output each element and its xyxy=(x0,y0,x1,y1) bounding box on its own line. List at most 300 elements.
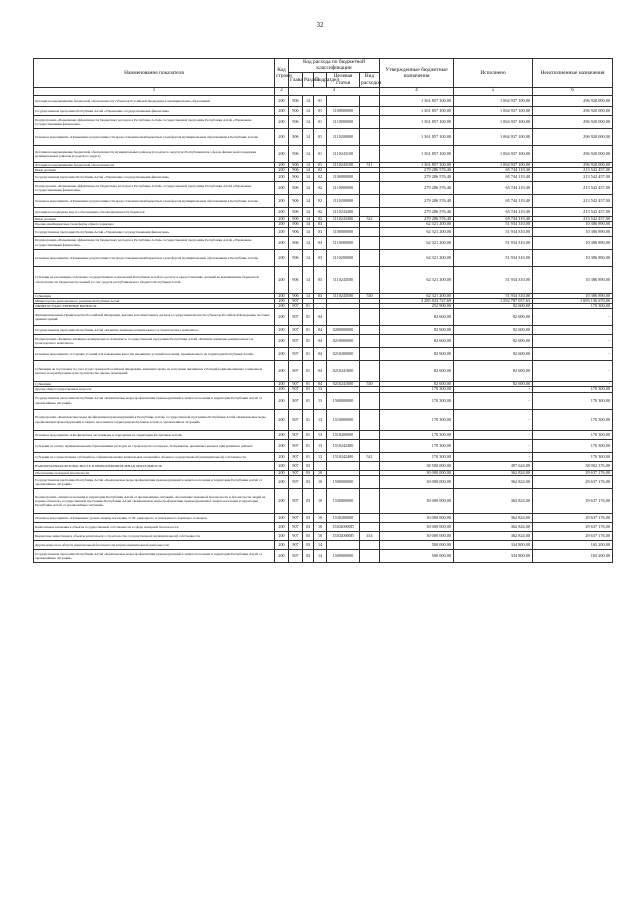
row-line-code: 200 xyxy=(275,173,289,182)
table-row xyxy=(34,236,613,249)
row-glava: 906 xyxy=(289,173,303,182)
row-name: ОБЩЕГОСУДАРСТВЕННЫЕ ВОПРОСЫ xyxy=(34,304,275,309)
row-glava: 907 xyxy=(289,549,303,562)
row-unexecuted: 29 637 176,00 xyxy=(533,522,613,531)
row-name: Государственная программа Республики Алтай «Комплексные меры профилактики правонарушений и защита населения и территории Республики Алтай от чрезвычайных ситуаций» xyxy=(34,549,275,562)
row-unexecuted: 170 300,00 xyxy=(533,430,613,439)
row-name: Подпрограмма «Повышение эффективности бюджетных расходов в Республике Алтай» государственной программы Республики Алтай «Управление государственными финансами» xyxy=(34,115,275,128)
row-unexecuted: - xyxy=(533,348,613,361)
row-glava: 907 xyxy=(289,452,303,461)
row-podrazdel: 01 xyxy=(314,128,327,145)
row-razdel: 03 xyxy=(303,513,314,522)
row-razdel: 14 xyxy=(303,217,314,222)
row-podrazdel: 01 xyxy=(314,95,327,106)
row-executed: 65 744 119,40 xyxy=(454,195,533,208)
row-executed: 334 800,00 xyxy=(454,549,533,562)
row-glava: 906 xyxy=(289,208,303,217)
row-podrazdel: 10 xyxy=(314,513,327,522)
row-razdel: 14 xyxy=(303,236,314,249)
row-approved: 82 600,00 xyxy=(380,326,454,335)
table-row xyxy=(34,309,613,326)
table-row xyxy=(34,461,613,470)
row-target-article: 1110200000 xyxy=(327,249,360,266)
row-name: Основное мероприятие «Профилактика экстремизма и терроризма на территории Республики Алтай» xyxy=(34,430,275,439)
row-razdel: 14 xyxy=(303,222,314,227)
row-line-code: 200 xyxy=(275,531,289,540)
row-unexecuted: 170 300,00 xyxy=(533,387,613,392)
row-glava: 907 xyxy=(289,439,303,452)
row-expense-type xyxy=(360,522,380,531)
row-name: Дотации на поддержку мер по обеспечению сбалансированности бюджетов xyxy=(34,208,275,217)
row-podrazdel: 13 xyxy=(314,387,327,392)
row-expense-type xyxy=(360,249,380,266)
row-line-code: 200 xyxy=(275,409,289,430)
row-podrazdel: 04 xyxy=(314,309,327,326)
table-row xyxy=(34,430,613,439)
table-row xyxy=(34,439,613,452)
row-approved: 170 300,00 xyxy=(380,387,454,392)
row-line-code: 200 xyxy=(275,168,289,173)
row-name: Иные дотации xyxy=(34,217,275,222)
header-razdel: Раздел xyxy=(303,72,314,87)
row-razdel: 03 xyxy=(303,540,314,549)
row-glava: 907 xyxy=(289,392,303,409)
row-razdel: 03 xyxy=(303,549,314,562)
row-unexecuted: 296 920 000,00 xyxy=(533,162,613,167)
row-line-code: 200 xyxy=(275,115,289,128)
row-executed: 65 744 119,40 xyxy=(454,168,533,173)
row-line-code: 200 xyxy=(275,128,289,145)
row-razdel: 14 xyxy=(303,208,314,217)
row-target-article: 0210241000 xyxy=(327,382,360,387)
row-razdel: 01 xyxy=(303,452,314,461)
header-line-code: Код строки xyxy=(275,59,289,88)
row-target-article: 0210241000 xyxy=(327,361,360,382)
row-executed: 362 824,00 xyxy=(454,531,533,540)
table-row xyxy=(34,361,613,382)
row-approved: 170 300,00 xyxy=(380,392,454,409)
row-razdel: 01 xyxy=(303,387,314,392)
row-expense-type xyxy=(360,439,380,452)
row-target-article: 1110243100 xyxy=(327,145,360,162)
row-line-code: 200 xyxy=(275,162,289,167)
row-executed: 82 600,00 xyxy=(454,348,533,361)
row-approved: 252 900,00 xyxy=(380,304,454,309)
row-name: Государственная программа Республики Алтай «Управление государственными финансами» xyxy=(34,106,275,115)
row-approved: 1 361 857 100,00 xyxy=(380,128,454,145)
row-approved: 82 600,00 xyxy=(380,382,454,387)
row-expense-type xyxy=(360,488,380,513)
row-line-code: 200 xyxy=(275,470,289,475)
row-razdel: 14 xyxy=(303,95,314,106)
row-line-code: 200 xyxy=(275,217,289,222)
row-name: Государственная программа Республики Алтай «Управление государственными финансами» xyxy=(34,173,275,182)
row-approved: 1 361 857 100,00 xyxy=(380,115,454,128)
row-target-article: 1530000000 xyxy=(327,488,360,513)
row-glava: 906 xyxy=(289,236,303,249)
row-approved: 38 500 000,00 xyxy=(380,461,454,470)
row-podrazdel: 10 xyxy=(314,531,327,540)
row-approved: 30 000 000,00 xyxy=(380,513,454,522)
row-line-code: 200 xyxy=(275,387,289,392)
row-target-article: 1110000000 xyxy=(327,236,360,249)
row-executed: 1 064 937 100,00 xyxy=(454,106,533,115)
row-razdel: 01 xyxy=(303,439,314,452)
row-line-code: 200 xyxy=(275,266,289,293)
row-unexecuted: 170 300,00 xyxy=(533,392,613,409)
row-podrazdel: 03 xyxy=(314,249,327,266)
row-name: НАЦИОНАЛЬНАЯ БЕЗОПАСНОСТЬ И ПРАВООХРАНИТЕЛЬНАЯ ДЕЯТЕЛЬНОСТЬ xyxy=(34,461,275,470)
row-unexecuted: - xyxy=(533,326,613,335)
row-glava: 907 xyxy=(289,382,303,387)
row-name: Основное мероприятие «Повышение результативности предоставления межбюджетных трансфертов муниципальным образованиям в Республике Алтай» xyxy=(34,128,275,145)
row-glava: 906 xyxy=(289,162,303,167)
row-target-article: 1500000000 xyxy=(327,392,360,409)
row-line-code: 200 xyxy=(275,522,289,531)
row-razdel: 14 xyxy=(303,145,314,162)
row-target-article: 0210200000 xyxy=(327,348,360,361)
row-approved: 1 361 857 100,00 xyxy=(380,145,454,162)
row-line-code: 200 xyxy=(275,361,289,382)
row-executed: 51 934 310,00 xyxy=(454,227,533,236)
row-target-article: 1500000000 xyxy=(327,549,360,562)
row-podrazdel: 01 xyxy=(314,106,327,115)
row-expense-type xyxy=(360,173,380,182)
row-expense-type xyxy=(360,145,380,162)
row-target-article xyxy=(327,95,360,106)
row-expense-type: 530 xyxy=(360,293,380,298)
row-unexecuted: 10 386 890,00 xyxy=(533,236,613,249)
row-unexecuted: 170 300,00 xyxy=(533,409,613,430)
row-glava: 906 xyxy=(289,128,303,145)
row-executed: - xyxy=(454,452,533,461)
table-row xyxy=(34,266,613,293)
row-name: Капитальные вложения в объекты государственной собственности в сфере пожарной безопасности xyxy=(34,522,275,531)
row-podrazdel: 10 xyxy=(314,475,327,488)
row-razdel: 01 xyxy=(303,392,314,409)
row-glava: 906 xyxy=(289,222,303,227)
row-expense-type xyxy=(360,227,380,236)
row-name: Государственная программа Республики Алтай «Комплексные меры профилактики правонарушений и защита населения и территории Республики Алтай от чрезвычайных ситуаций» xyxy=(34,392,275,409)
row-razdel: 01 xyxy=(303,309,314,326)
row-glava: 906 xyxy=(289,266,303,293)
row-line-code: 200 xyxy=(275,249,289,266)
row-expense-type xyxy=(360,195,380,208)
row-approved: 1 361 857 100,00 xyxy=(380,162,454,167)
row-unexecuted: 213 542 457,00 xyxy=(533,173,613,182)
row-expense-type xyxy=(360,513,380,522)
row-expense-type xyxy=(360,309,380,326)
row-line-code: 200 xyxy=(275,382,289,387)
row-target-article: 153020000П xyxy=(327,522,360,531)
row-name: Субвенции xyxy=(34,382,275,387)
row-razdel: 14 xyxy=(303,128,314,145)
table-row xyxy=(34,531,613,540)
row-line-code: 200 xyxy=(275,475,289,488)
row-name: Министерство регионального развития Республики Алтай xyxy=(34,298,275,303)
row-razdel: 14 xyxy=(303,173,314,182)
table-row xyxy=(34,540,613,549)
row-glava: 907 xyxy=(289,540,303,549)
row-glava: 907 xyxy=(289,348,303,361)
row-expense-type: 512 xyxy=(360,217,380,222)
row-unexecuted: 213 542 457,00 xyxy=(533,208,613,217)
row-podrazdel: 13 xyxy=(314,392,327,409)
row-approved: 30 000 000,00 xyxy=(380,522,454,531)
row-executed: 51 934 310,00 xyxy=(454,266,533,293)
header-glava: Глава xyxy=(289,72,303,87)
row-executed: 51 934 310,00 xyxy=(454,222,533,227)
table-row xyxy=(34,335,613,348)
table-row xyxy=(34,522,613,531)
table-row xyxy=(34,488,613,513)
row-executed: - xyxy=(454,387,533,392)
table-row xyxy=(34,348,613,361)
row-target-article: 1510000000 xyxy=(327,409,360,430)
row-razdel: 14 xyxy=(303,266,314,293)
row-glava: 907 xyxy=(289,488,303,513)
row-glava: 907 xyxy=(289,522,303,531)
row-expense-type xyxy=(360,540,380,549)
row-line-code: 200 xyxy=(275,298,289,303)
row-glava: 907 xyxy=(289,361,303,382)
row-expense-type xyxy=(360,326,380,335)
row-podrazdel: 01 xyxy=(314,145,327,162)
row-name: Функционирование Правительства Российской Федерации, высших исполнительных органов государственной власти субъектов Российской Федерации, местных администраций xyxy=(34,309,275,326)
row-podrazdel: 02 xyxy=(314,182,327,195)
row-glava: 907 xyxy=(289,475,303,488)
row-glava: 907 xyxy=(289,430,303,439)
row-line-code: 200 xyxy=(275,195,289,208)
row-glava: 906 xyxy=(289,227,303,236)
row-expense-type xyxy=(360,95,380,106)
row-line-code: 200 xyxy=(275,540,289,549)
row-unexecuted: 170 300,00 xyxy=(533,304,613,309)
row-name: Основное мероприятие «Повышение результативности предоставления межбюджетных трансфертов муниципальным образованиям в Республике Алтай» xyxy=(34,195,275,208)
index-cell: 2 xyxy=(275,87,289,95)
row-glava: 906 xyxy=(289,95,303,106)
row-expense-type xyxy=(360,475,380,488)
row-expense-type: 414 xyxy=(360,531,380,540)
row-name: Государственная программа Республики Алтай «Управление государственными финансами» xyxy=(34,227,275,236)
row-line-code: 200 xyxy=(275,488,289,513)
row-unexecuted: 170 300,00 xyxy=(533,439,613,452)
row-target-article: 1110243500 xyxy=(327,293,360,298)
row-unexecuted: 29 637 176,00 xyxy=(533,513,613,522)
row-unexecuted: 165 200,00 xyxy=(533,540,613,549)
row-podrazdel: 14 xyxy=(314,540,327,549)
row-target-article xyxy=(327,540,360,549)
row-expense-type xyxy=(360,409,380,430)
row-executed: - xyxy=(454,392,533,409)
row-executed: 82 600,00 xyxy=(454,382,533,387)
row-razdel: 14 xyxy=(303,182,314,195)
row-line-code: 200 xyxy=(275,106,289,115)
row-target-article: 1100000000 xyxy=(327,173,360,182)
row-name: Подпрограмма «Повышение эффективности бюджетных расходов в Республике Алтай» государственной программы Республики Алтай «Управление государственными финансами» xyxy=(34,182,275,195)
row-name: Обеспечение пожарной безопасности xyxy=(34,470,275,475)
row-podrazdel: 13 xyxy=(314,409,327,430)
row-unexecuted: 38 002 376,00 xyxy=(533,461,613,470)
row-podrazdel: 03 xyxy=(314,236,327,249)
row-approved: 3 285 923 727,69 xyxy=(380,298,454,303)
row-target-article: 1110200000 xyxy=(327,128,360,145)
row-expense-type xyxy=(360,236,380,249)
row-glava: 906 xyxy=(289,249,303,266)
row-expense-type xyxy=(360,348,380,361)
row-target-article: 1110243400 xyxy=(327,217,360,222)
row-line-code: 200 xyxy=(275,95,289,106)
row-executed: 497 624,00 xyxy=(454,461,533,470)
row-executed: 65 744 119,40 xyxy=(454,217,533,222)
table-row xyxy=(34,128,613,145)
row-line-code: 200 xyxy=(275,549,289,562)
row-unexecuted: 10 386 890,00 xyxy=(533,293,613,298)
row-approved: 279 286 576,40 xyxy=(380,217,454,222)
table-row xyxy=(34,182,613,195)
row-unexecuted: 296 920 000,00 xyxy=(533,95,613,106)
row-executed: 334 800,00 xyxy=(454,540,533,549)
row-name: Иные дотации xyxy=(34,168,275,173)
row-target-article: 1100000000 xyxy=(327,227,360,236)
row-razdel: 03 xyxy=(303,522,314,531)
row-podrazdel: 04 xyxy=(314,382,327,387)
row-approved: 279 286 576,40 xyxy=(380,168,454,173)
row-executed: 1 064 937 100,00 xyxy=(454,145,533,162)
row-razdel: 14 xyxy=(303,115,314,128)
row-unexecuted: 165 200,00 xyxy=(533,549,613,562)
row-target-article: 1510242400 xyxy=(327,452,360,461)
row-expense-type: 521 xyxy=(360,452,380,461)
row-executed: 362 824,00 xyxy=(454,513,533,522)
row-name: Подпрограмма «Повышение эффективности бюджетных расходов в Республике Алтай» государственной программы Республики Алтай «Управление государственными финансами» xyxy=(34,236,275,249)
table-row xyxy=(34,409,613,430)
row-target-article: 0210000000 xyxy=(327,335,360,348)
row-razdel: 14 xyxy=(303,162,314,167)
row-executed: 82 600,00 xyxy=(454,304,533,309)
row-name: Дотации на выравнивание бюджетной обеспеченности субъектов Российской Федерации и муниципальных образований xyxy=(34,95,275,106)
row-approved: 62 321 200,00 xyxy=(380,222,454,227)
row-expense-type xyxy=(360,266,380,293)
header-unexecuted: Неисполненные назначения xyxy=(533,59,613,88)
row-unexecuted: 1 693 136 670,06 xyxy=(533,298,613,303)
row-approved: 62 321 200,00 xyxy=(380,293,454,298)
row-name: Основное мероприятие «Повышение результативности предоставления межбюджетных трансфертов муниципальным образованиям в Республике Алтай» xyxy=(34,249,275,266)
row-podrazdel: 13 xyxy=(314,452,327,461)
row-name: Дотации на выравнивание бюджетной обеспеченности xyxy=(34,162,275,167)
row-glava: 906 xyxy=(289,168,303,173)
row-expense-type xyxy=(360,106,380,115)
row-razdel: 01 xyxy=(303,430,314,439)
header-executed: Исполнено xyxy=(454,59,533,88)
row-podrazdel: 01 xyxy=(314,115,327,128)
row-executed: 362 824,00 xyxy=(454,522,533,531)
index-cell: 5 xyxy=(454,87,533,95)
row-target-article: 1100000000 xyxy=(327,106,360,115)
row-podrazdel: 03 xyxy=(314,222,327,227)
row-unexecuted: 10 386 890,00 xyxy=(533,222,613,227)
row-glava: 906 xyxy=(289,293,303,298)
row-podrazdel: 10 xyxy=(314,470,327,475)
row-approved: 62 321 200,00 xyxy=(380,236,454,249)
row-glava: 906 xyxy=(289,106,303,115)
row-executed: 51 934 310,00 xyxy=(454,293,533,298)
header-podrazdel: Подраздел xyxy=(314,72,327,87)
row-approved: 279 286 576,40 xyxy=(380,173,454,182)
table-row xyxy=(34,95,613,106)
row-approved: 1 361 857 100,00 xyxy=(380,106,454,115)
row-podrazdel: 04 xyxy=(314,361,327,382)
row-expense-type xyxy=(360,430,380,439)
row-name: Другие общегосударственные вопросы xyxy=(34,387,275,392)
row-line-code: 200 xyxy=(275,326,289,335)
row-razdel: 03 xyxy=(303,470,314,475)
row-podrazdel xyxy=(314,461,327,470)
row-line-code: 200 xyxy=(275,513,289,522)
row-target-article xyxy=(327,461,360,470)
row-unexecuted: 296 920 000,00 xyxy=(533,115,613,128)
row-line-code: 200 xyxy=(275,182,289,195)
row-target-article: 1110000000 xyxy=(327,182,360,195)
row-glava: 906 xyxy=(289,217,303,222)
row-name: Субвенции xyxy=(34,293,275,298)
row-target-article: 1110000000 xyxy=(327,115,360,128)
row-glava: 907 xyxy=(289,531,303,540)
row-glava: 907 xyxy=(289,409,303,430)
row-expense-type xyxy=(360,461,380,470)
row-approved: 30 000 000,00 xyxy=(380,531,454,540)
row-razdel: 03 xyxy=(303,461,314,470)
row-target-article: 1110200000 xyxy=(327,195,360,208)
row-glava: 907 xyxy=(289,387,303,392)
row-unexecuted: 29 637 176,00 xyxy=(533,470,613,475)
row-approved: 82 600,00 xyxy=(380,335,454,348)
row-line-code: 200 xyxy=(275,208,289,217)
row-approved: 62 321 200,00 xyxy=(380,266,454,293)
row-unexecuted: 213 542 457,00 xyxy=(533,217,613,222)
row-approved: 279 286 576,40 xyxy=(380,195,454,208)
row-expense-type: 530 xyxy=(360,382,380,387)
row-line-code: 200 xyxy=(275,430,289,439)
row-line-code: 200 xyxy=(275,452,289,461)
table-row xyxy=(34,549,613,562)
table-row xyxy=(34,249,613,266)
row-name: Субсидии на осуществление субсидий на софинансирование капитальных вложений в объекты государственной (муниципальной) собственности xyxy=(34,452,275,461)
row-approved: 170 300,00 xyxy=(380,409,454,430)
row-razdel: 14 xyxy=(303,168,314,173)
row-unexecuted: - xyxy=(533,361,613,382)
row-name: Субвенции на постановку на учет и учет граждан Российской Федерации, имеющих право на получение жилищных субсидий (единовременных социальных выплат) на приобретение или строительство жилых помещений xyxy=(34,361,275,382)
row-executed: 65 744 119,40 xyxy=(454,182,533,195)
row-podrazdel: 03 xyxy=(314,293,327,298)
row-approved: 82 600,00 xyxy=(380,309,454,326)
row-target-article: 0200000000 xyxy=(327,326,360,335)
row-razdel: 01 xyxy=(303,348,314,361)
row-name: Государственная программа Республики Алтай «Развитие жилищно-коммунального и транспортного комплекса» xyxy=(34,326,275,335)
row-approved: 500 000,00 xyxy=(380,540,454,549)
row-podrazdel: 13 xyxy=(314,430,327,439)
header-target-article: Целевая статья xyxy=(327,72,360,87)
row-line-code: 200 xyxy=(275,309,289,326)
row-approved: 30 000 000,00 xyxy=(380,475,454,488)
index-cell: 6 xyxy=(533,87,613,95)
row-podrazdel: 02 xyxy=(314,217,327,222)
budget-execution-table xyxy=(33,58,613,563)
row-executed: 65 744 119,40 xyxy=(454,208,533,217)
row-name: Основное мероприятие «Повышение уровня защиты населения от ЧС природного и техногенного характера, пожаров» xyxy=(34,513,275,522)
row-executed: 362 824,00 xyxy=(454,488,533,513)
row-podrazdel: 10 xyxy=(314,488,327,513)
